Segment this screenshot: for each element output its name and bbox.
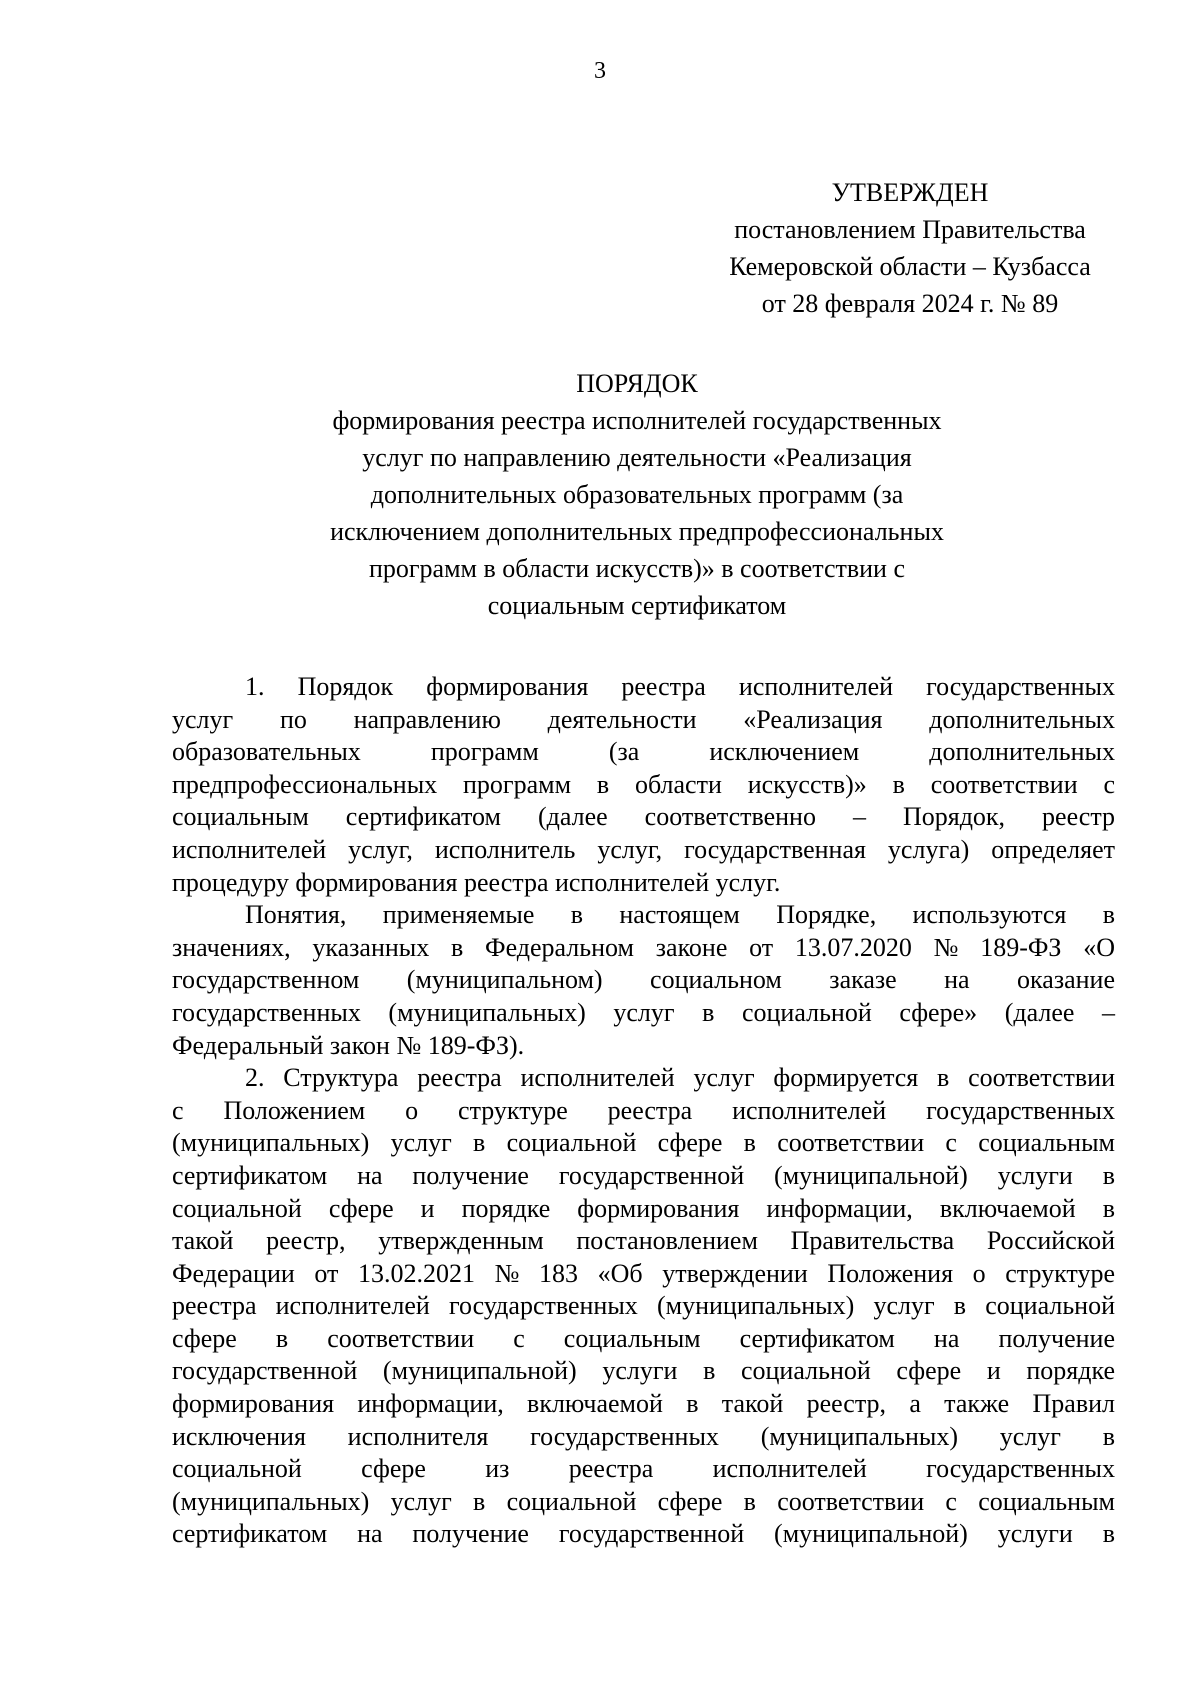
text-line: социальной сфере из реестра исполнителей государственных: [172, 1454, 1115, 1484]
text-line: государственном (муниципальном) социальном заказе на оказание: [172, 965, 1115, 995]
title-line: дополнительных образовательных программ (за: [370, 480, 904, 509]
title-line: формирования реестра исполнителей государственных: [332, 406, 942, 435]
approval-line: постановлением Правительства: [734, 215, 1086, 244]
text-line: предпрофессиональных программ в области искусств)» в соответствии с: [172, 769, 1115, 799]
text-line: (муниципальных) услуг в социальной сфере в соответствии с социальным: [172, 1486, 1115, 1516]
text-line: Федеральный закон № 189-ФЗ).: [172, 1030, 525, 1060]
text-line: исполнителей услуг, исполнитель услуг, государственная услуга) определяет: [172, 834, 1115, 864]
text-line: с Положением о структуре реестра исполнителей государственных: [172, 1095, 1115, 1125]
text-line: процедуру формирования реестра исполнителей услуг.: [172, 867, 781, 897]
title-line: услуг по направлению деятельности «Реализация: [362, 443, 912, 472]
document-body: [172, 671, 1115, 1551]
title-line: программ в области искусств)» в соответствии с: [368, 554, 906, 583]
text-line: реестра исполнителей государственных (муниципальных) услуг в социальной: [172, 1291, 1115, 1321]
text-line: исключения исполнителя государственных (муниципальных) услуг в: [172, 1421, 1115, 1451]
text-line: 2. Структура реестра исполнителей услуг формируется в соответствии: [245, 1063, 1115, 1093]
text-line: сертификатом на получение государственной (муниципальной) услуги в: [172, 1519, 1115, 1549]
text-line: сертификатом на получение государственной (муниципальной) услуги в: [172, 1160, 1115, 1190]
text-line: социальной сфере и порядке формирования информации, включаемой в: [172, 1193, 1115, 1223]
text-line: 1. Порядок формирования реестра исполнителей государственных: [245, 672, 1115, 701]
page-number: 3: [594, 58, 606, 84]
text-line: услуг по направлению деятельности «Реализация дополнительных: [172, 704, 1115, 734]
text-line: (муниципальных) услуг в социальной сфере в соответствии с социальным: [172, 1128, 1115, 1158]
text-line: государственной (муниципальной) услуги в социальной сфере и порядке: [172, 1356, 1115, 1386]
approval-line: от 28 февраля 2024 г. № 89: [761, 289, 1059, 318]
text-line: Понятия, применяемые в настоящем Порядке, используются в: [245, 900, 1115, 930]
approval-stamp: [690, 174, 1130, 322]
text-line: значениях, указанных в Федеральном законе от 13.07.2020 № 189-ФЗ «О: [172, 932, 1115, 962]
text-line: социальным сертификатом (далее соответственно – Порядок, реестр: [172, 802, 1115, 832]
text-line: формирования информации, включаемой в такой реестр, а также Правил: [172, 1389, 1115, 1419]
text-line: Федерации от 13.02.2021 № 183 «Об утверждении Положения о структуре: [172, 1258, 1115, 1288]
text-line: образовательных программ (за исключением дополнительных: [172, 737, 1115, 767]
paragraph-3: [172, 1062, 1115, 1551]
title-line: социальным сертификатом: [487, 591, 787, 620]
text-line: такой реестр, утвержденным постановлением Правительства Российской: [172, 1226, 1115, 1256]
text-line: сфере в соответствии с социальным сертификатом на получение: [172, 1323, 1115, 1353]
approval-line: Кемеровской области – Кузбасса: [729, 252, 1091, 281]
paragraph-2: [172, 899, 1115, 1062]
document-title: [0, 365, 1200, 624]
approval-line: УТВЕРЖДЕН: [831, 178, 989, 207]
title-line: исключением дополнительных предпрофессиональных: [330, 517, 944, 546]
title-heading: ПОРЯДОК: [576, 369, 698, 398]
text-line: государственных (муниципальных) услуг в социальной сфере» (далее –: [172, 997, 1115, 1027]
paragraph-1: [172, 671, 1115, 899]
